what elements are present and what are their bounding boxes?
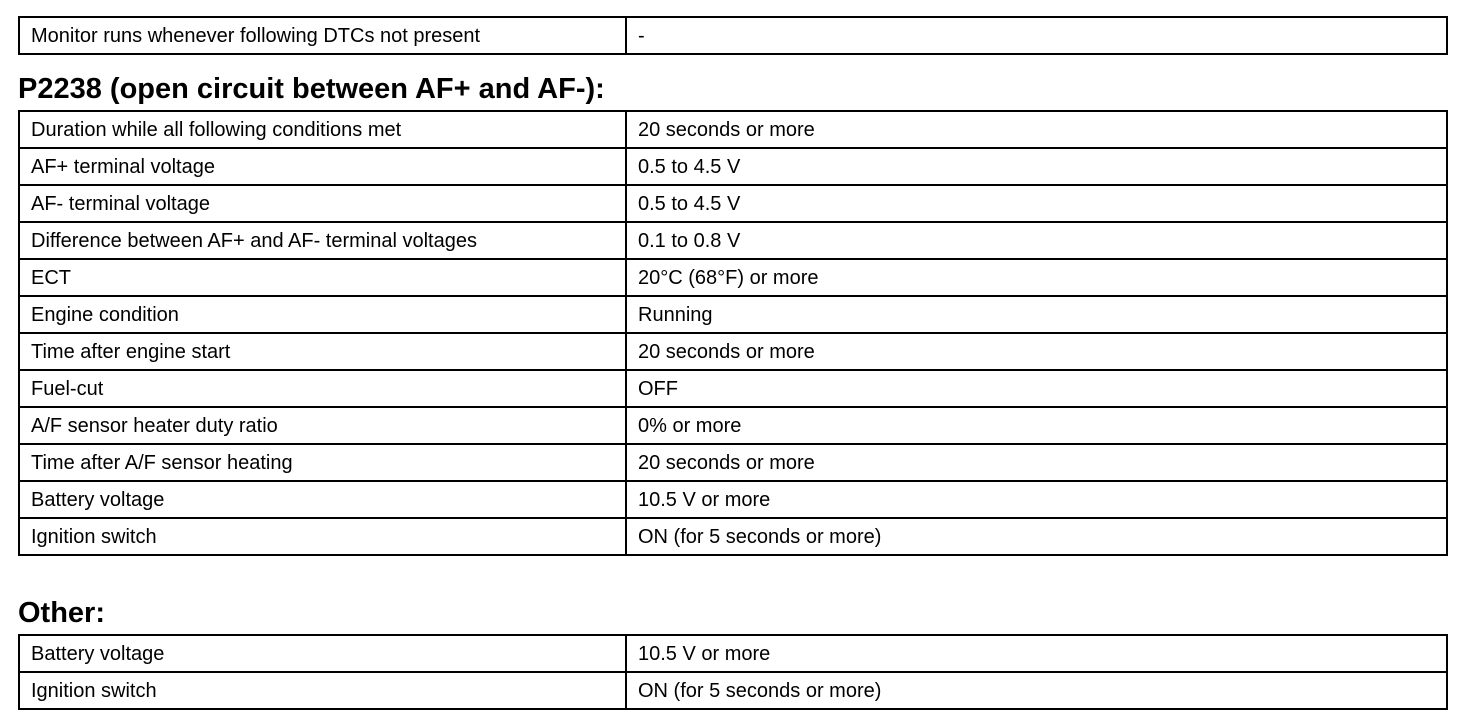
condition-value: 10.5 V or more: [626, 635, 1447, 672]
condition-value: ON (for 5 seconds or more): [626, 518, 1447, 555]
condition-value: 20 seconds or more: [626, 333, 1447, 370]
section-heading-other: Other:: [18, 597, 105, 629]
condition-label: Fuel-cut: [19, 370, 626, 407]
table-row: [19, 370, 1447, 407]
condition-label: Battery voltage: [19, 635, 626, 672]
condition-value: 20 seconds or more: [626, 111, 1447, 148]
condition-value: 20°C (68°F) or more: [626, 259, 1447, 296]
condition-label: Time after A/F sensor heating: [19, 444, 626, 481]
condition-label: Engine condition: [19, 296, 626, 333]
table-row: [19, 518, 1447, 555]
condition-value: Running: [626, 296, 1447, 333]
table-row: [19, 672, 1447, 709]
condition-value: 0.5 to 4.5 V: [626, 148, 1447, 185]
condition-label: Ignition switch: [19, 518, 626, 555]
table-row: [19, 148, 1447, 185]
table-row: [19, 333, 1447, 370]
table-row: [19, 635, 1447, 672]
table-row: [19, 222, 1447, 259]
condition-value: ON (for 5 seconds or more): [626, 672, 1447, 709]
table-row: [19, 444, 1447, 481]
condition-label: Time after engine start: [19, 333, 626, 370]
condition-value: -: [626, 17, 1447, 54]
condition-value: OFF: [626, 370, 1447, 407]
condition-label: Ignition switch: [19, 672, 626, 709]
condition-label: ECT: [19, 259, 626, 296]
table-row: [19, 17, 1447, 54]
condition-value: 20 seconds or more: [626, 444, 1447, 481]
table-row: [19, 111, 1447, 148]
condition-value: 0.1 to 0.8 V: [626, 222, 1447, 259]
monitor-table: [18, 16, 1448, 55]
condition-label: A/F sensor heater duty ratio: [19, 407, 626, 444]
condition-value: 0% or more: [626, 407, 1447, 444]
condition-label: Monitor runs whenever following DTCs not present: [19, 17, 626, 54]
condition-label: Duration while all following conditions met: [19, 111, 626, 148]
condition-label: Battery voltage: [19, 481, 626, 518]
table-row: [19, 296, 1447, 333]
condition-label: AF+ terminal voltage: [19, 148, 626, 185]
other-conditions-table: [18, 634, 1448, 710]
condition-value: 10.5 V or more: [626, 481, 1447, 518]
table-row: [19, 185, 1447, 222]
table-row: [19, 481, 1447, 518]
section-heading-p2238: P2238 (open circuit between AF+ and AF-):: [18, 73, 605, 105]
p2238-conditions-table: [18, 110, 1448, 556]
table-row: [19, 259, 1447, 296]
table-row: [19, 407, 1447, 444]
condition-value: 0.5 to 4.5 V: [626, 185, 1447, 222]
condition-label: AF- terminal voltage: [19, 185, 626, 222]
condition-label: Difference between AF+ and AF- terminal voltages: [19, 222, 626, 259]
